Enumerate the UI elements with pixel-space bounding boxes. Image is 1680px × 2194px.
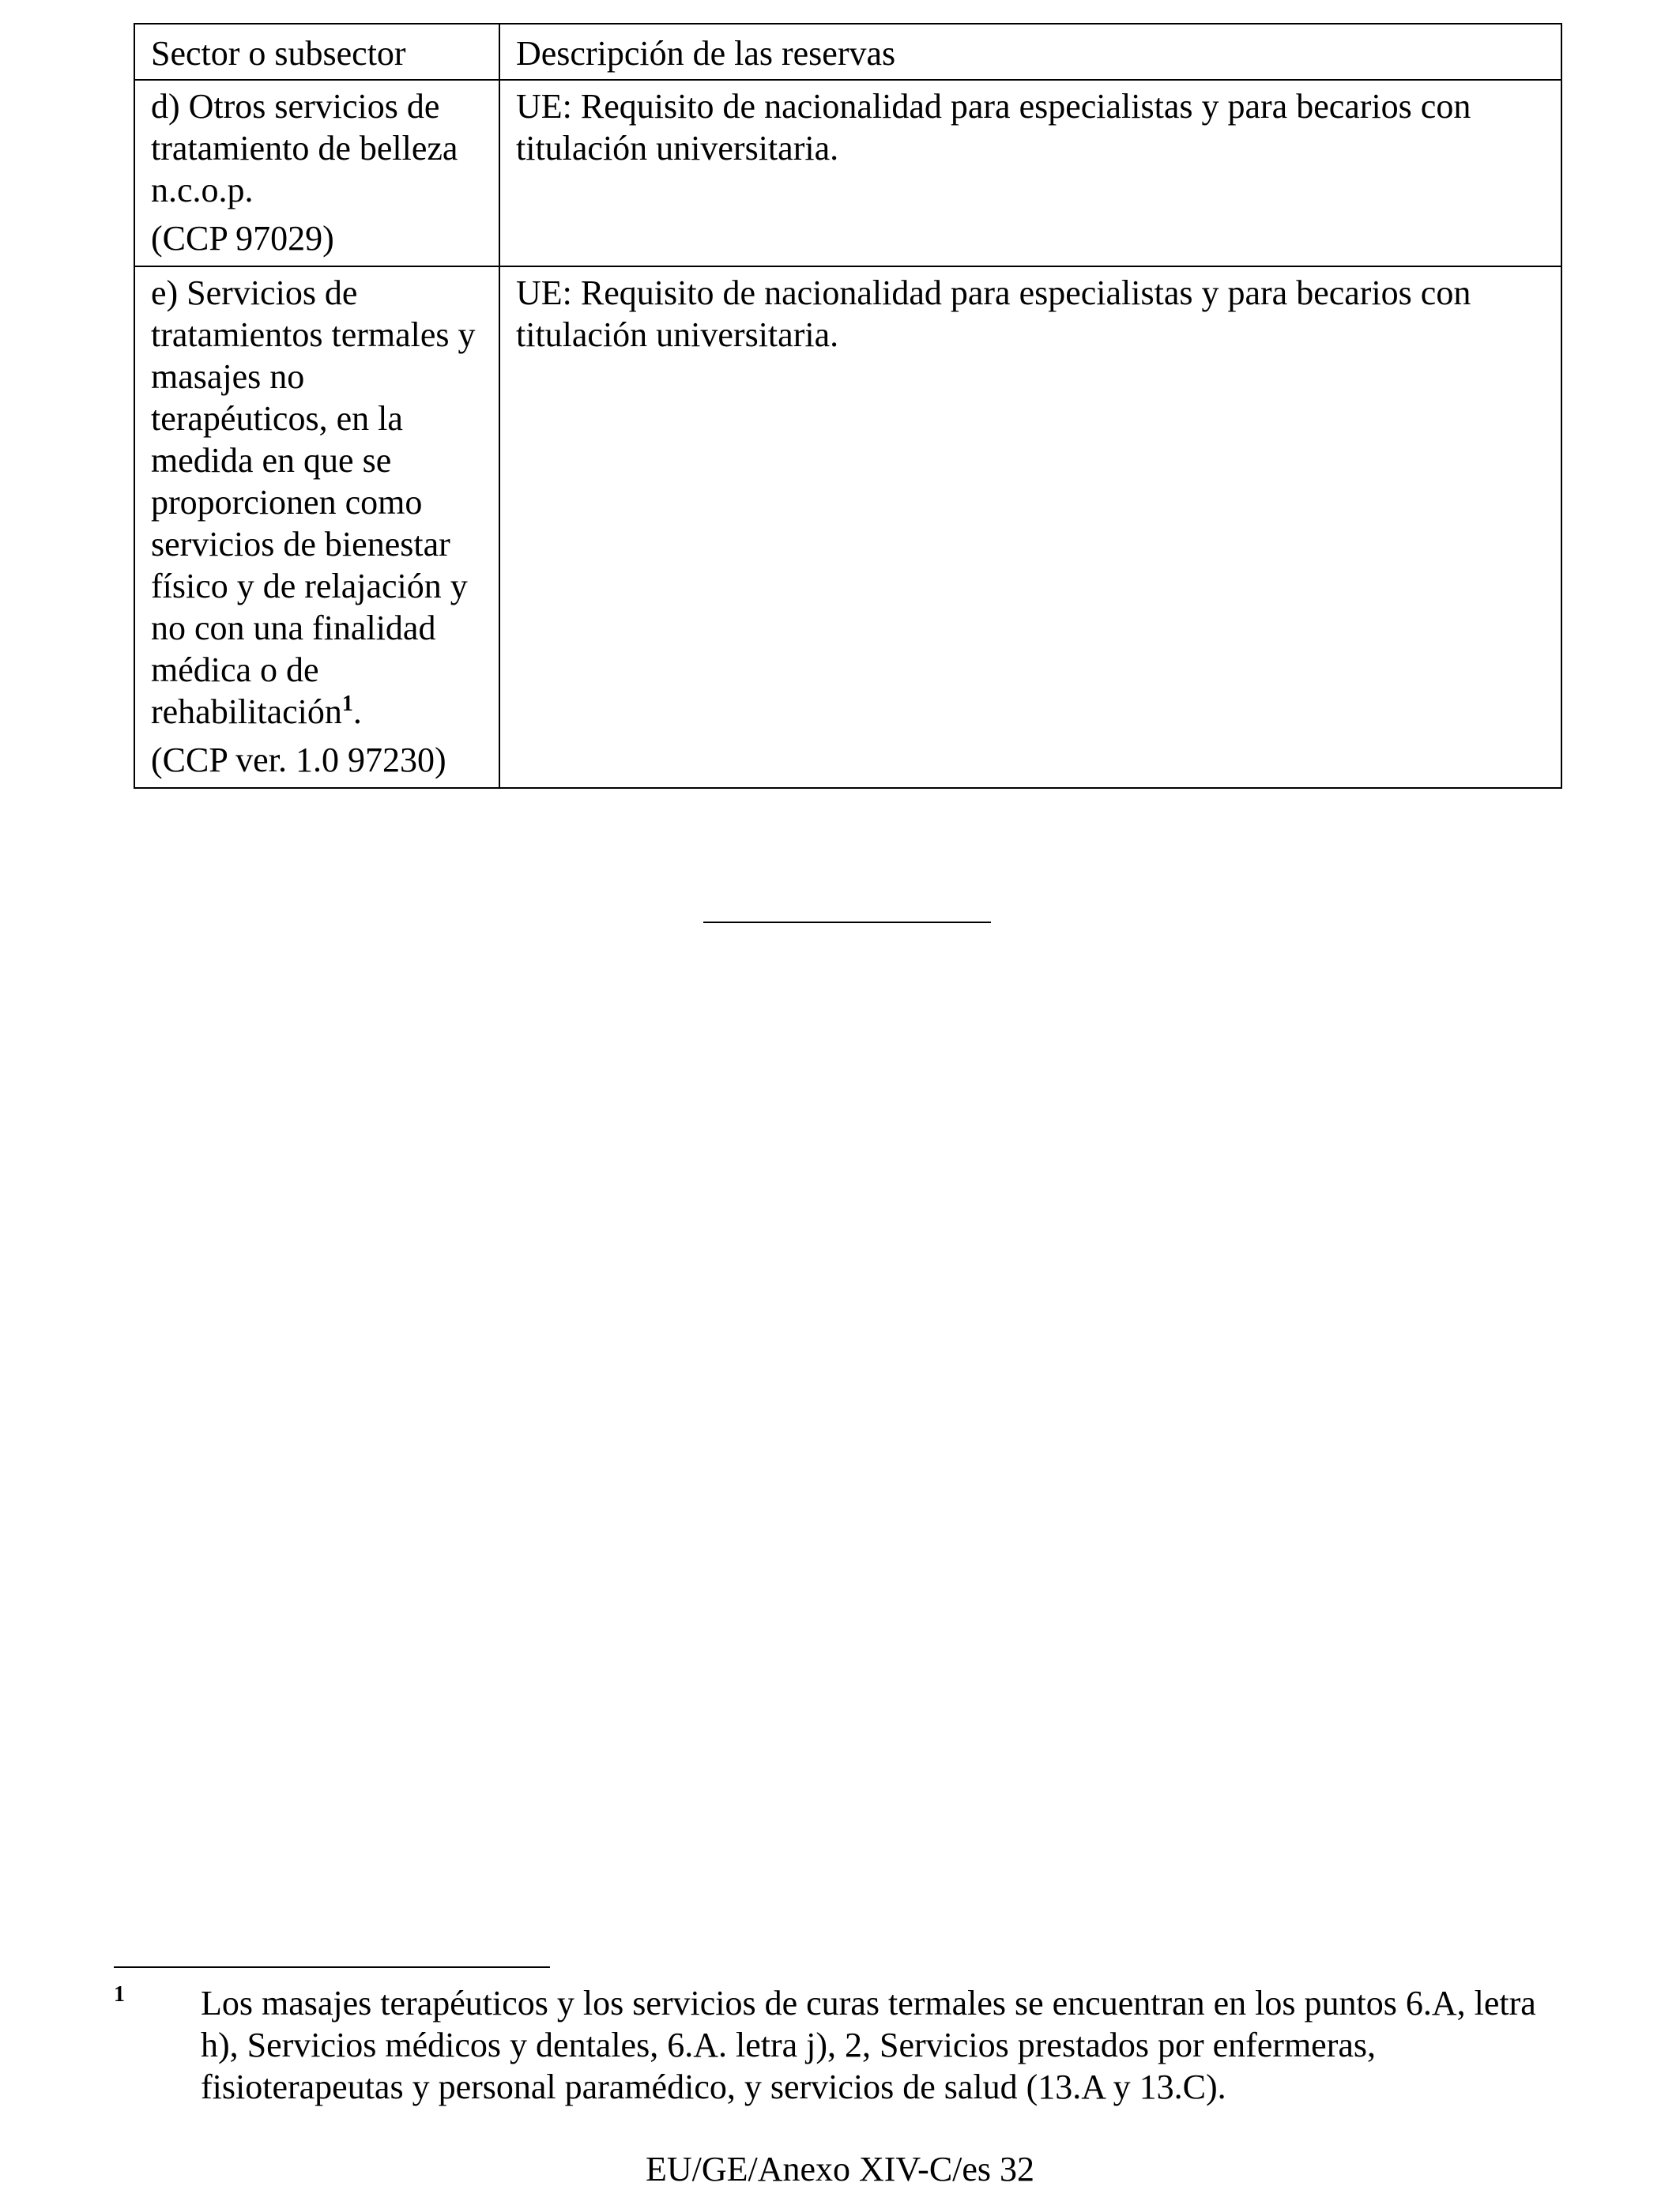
- reservation-description: UE: Requisito de nacionalidad para especialistas y para becarios con titulación universitaria.: [516, 273, 1471, 354]
- reservations-table: [134, 23, 1562, 789]
- sector-cell: [134, 80, 499, 266]
- sector-name-period: .: [352, 692, 362, 731]
- sector-name: d) Otros servicios de tratamiento de belleza n.c.o.p.: [151, 87, 458, 209]
- page-footer-reference: EU/GE/Anexo XIV-C/es 32: [645, 2150, 1035, 2188]
- sector-name: [151, 272, 484, 733]
- sector-code: (CCP ver. 1.0 97230): [151, 741, 446, 779]
- end-of-section-rule: [703, 922, 991, 923]
- reservation-description: UE: Requisito de nacionalidad para especialistas y para becarios con titulación universitaria.: [516, 87, 1471, 168]
- footnote-separator: [114, 1966, 550, 1968]
- sector-name-text: e) Servicios de tratamientos termales y masajes no terapéuticos, en la medida en que se proporcionen como servicios de bienestar físico y de relajación y no con una finalidad médica o de rehabilitación: [151, 273, 476, 731]
- table-header-row: [134, 24, 1561, 80]
- table-row: [134, 80, 1561, 266]
- description-cell: [499, 266, 1561, 788]
- header-description: Descripción de las reservas: [499, 24, 1561, 80]
- footnote-reference[interactable]: 1: [341, 692, 353, 716]
- sector-cell: [134, 266, 499, 788]
- description-cell: [499, 80, 1561, 266]
- sector-code: (CCP 97029): [151, 219, 334, 258]
- table-row: [134, 266, 1561, 788]
- footnote-text: Los masajes terapéuticos y los servicios de curas termales se encuentran en los puntos 6.A, letra h), Servicios médicos y dentales, 6.A. letra j), 2, Servicios prestados por enfermeras, fisioterapeutas y personal paramédico, y servicios de salud (13.A y 13.C).: [201, 1984, 1536, 2106]
- footnote-marker: 1: [114, 1982, 125, 2007]
- footnote: [114, 1982, 1536, 2108]
- header-sector: Sector o subsector: [134, 24, 499, 80]
